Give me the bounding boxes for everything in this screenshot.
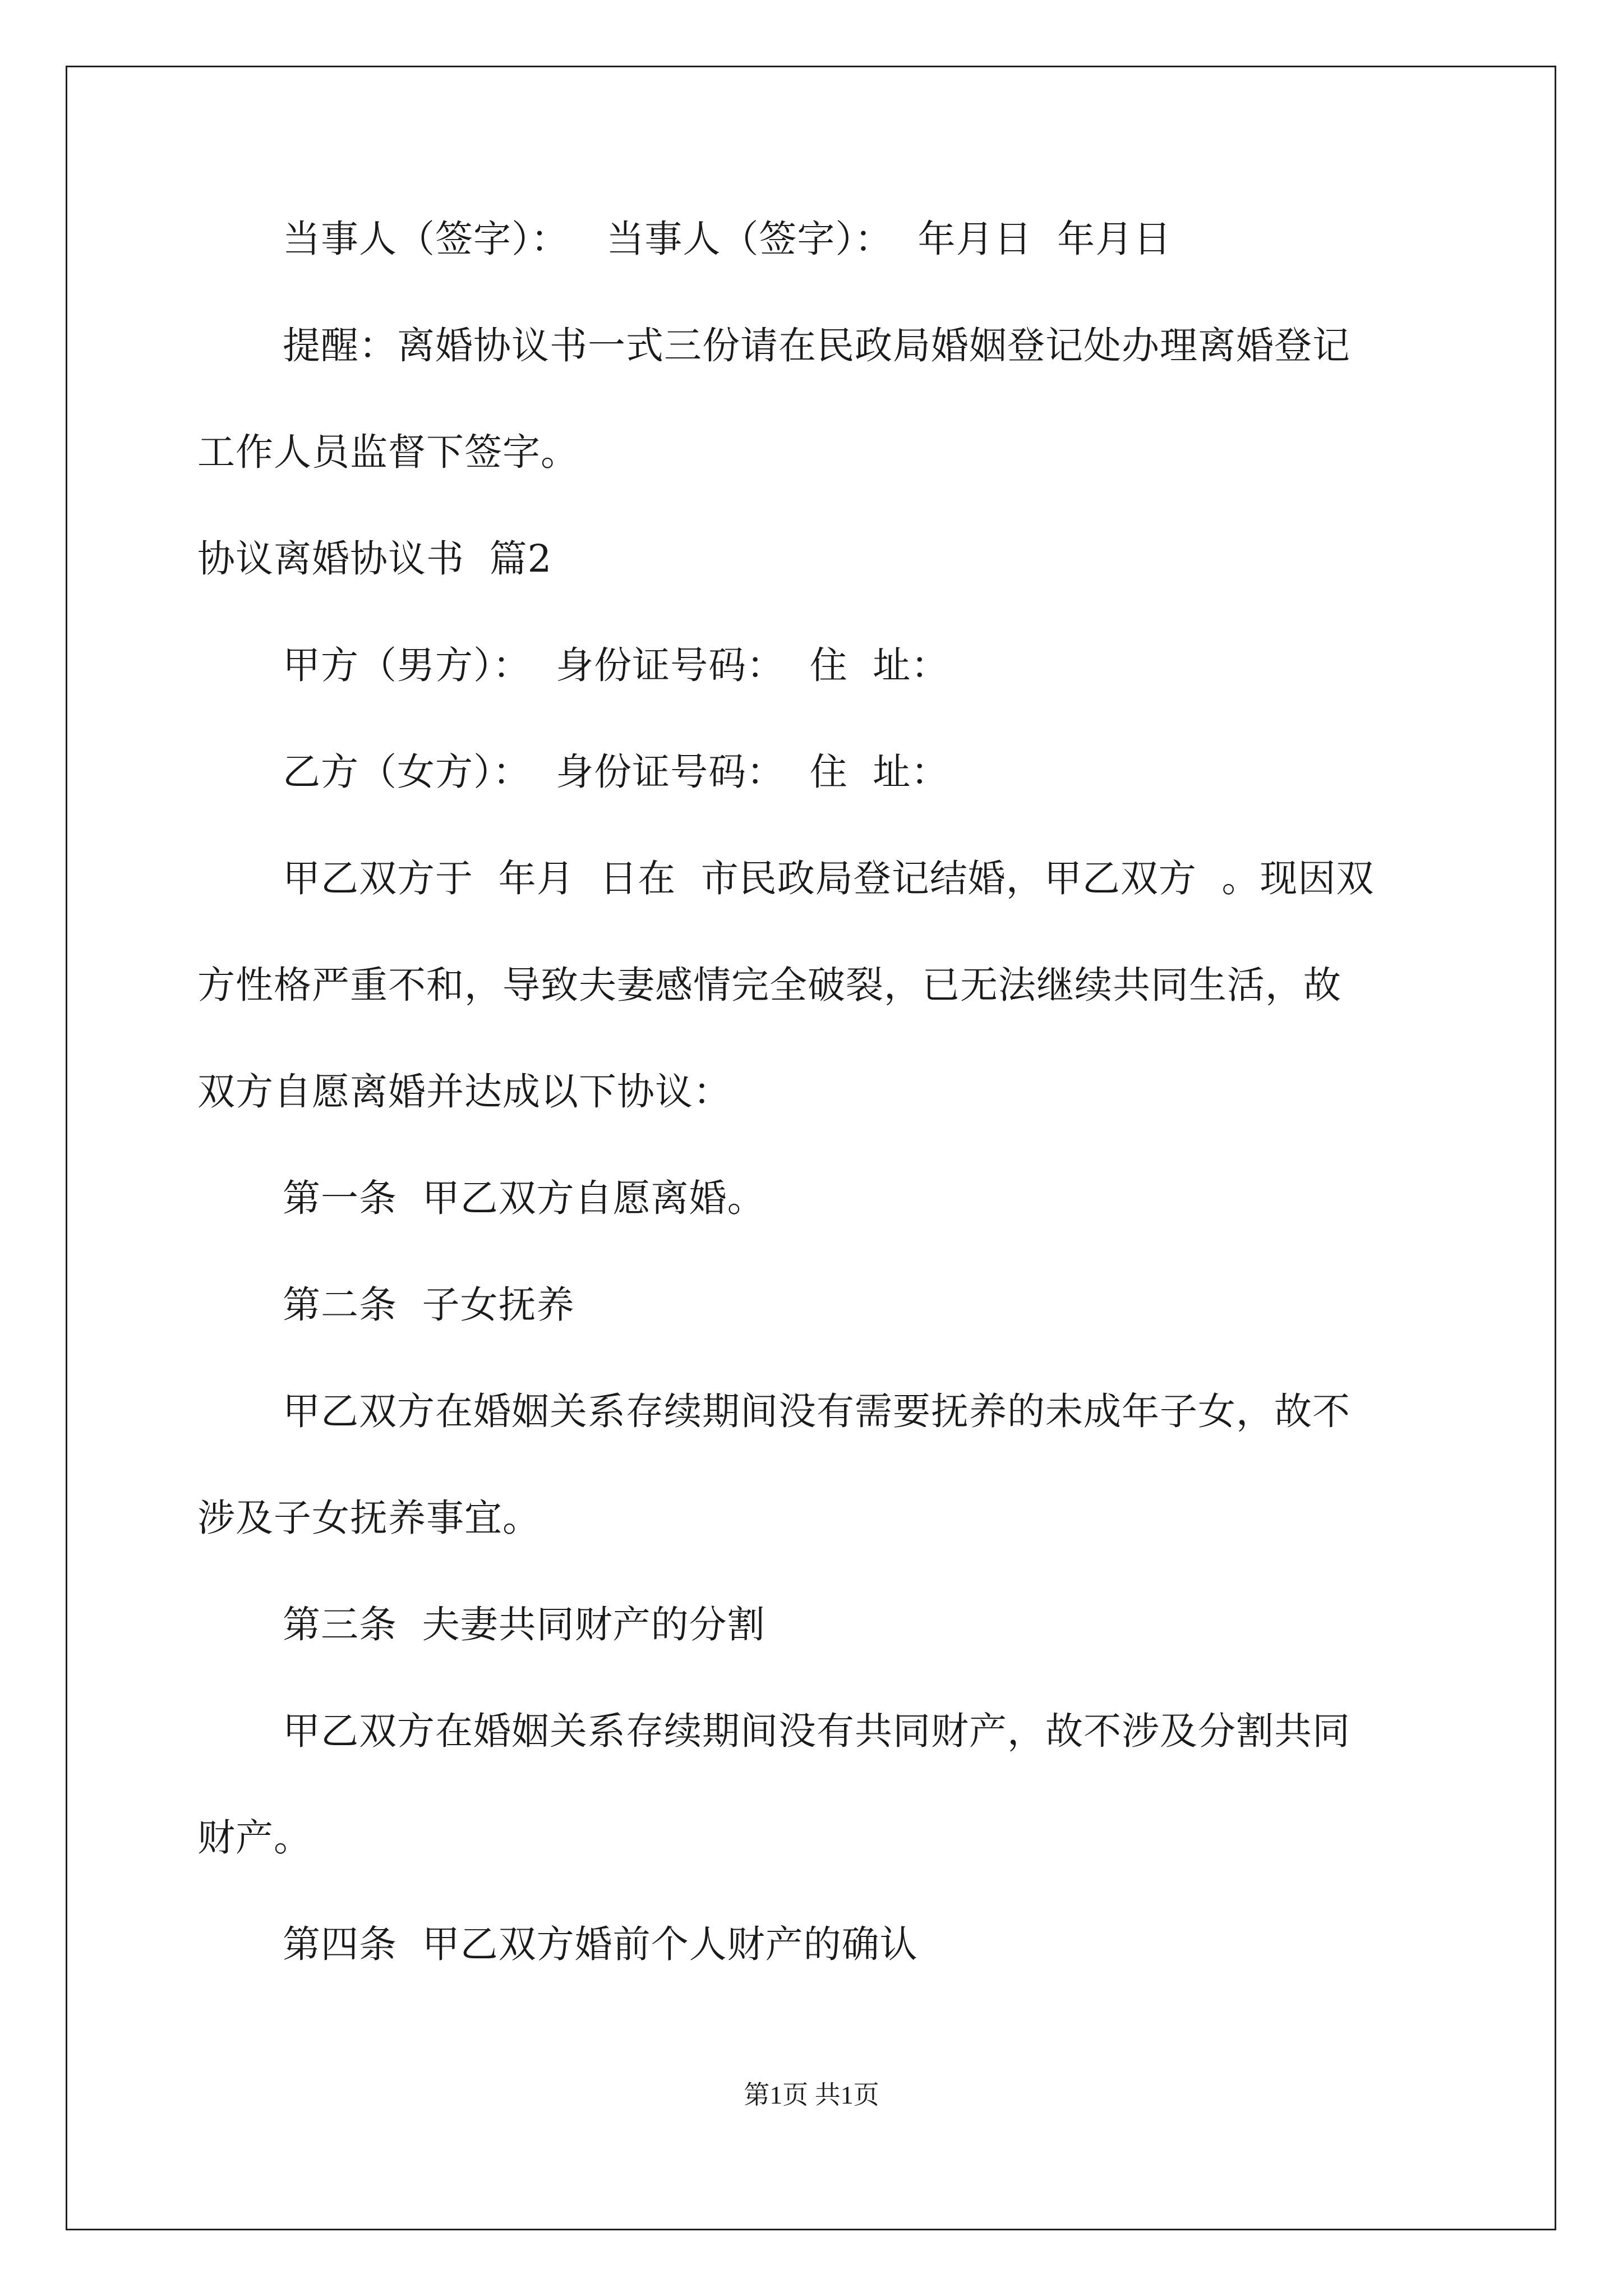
article-2-body-2: 涉及子女抚养事宜。 xyxy=(197,1496,541,1540)
article-2-body-1: 甲乙双方在婚姻关系存续期间没有需要抚养的未成年子女，故不 xyxy=(283,1389,1350,1433)
section-heading: 协议离婚协议书 篇2 xyxy=(197,537,552,581)
preamble-line-1: 甲乙双方于 年月 日在 市民政局登记结婚，甲乙双方 。现因双 xyxy=(283,857,1375,900)
reminder-line-2: 工作人员监督下签字。 xyxy=(197,430,579,474)
reminder-line-1: 提醒：离婚协议书一式三份请在民政局婚姻登记处办理离婚登记 xyxy=(283,324,1350,367)
article-2-heading: 第二条 子女抚养 xyxy=(283,1283,575,1327)
article-3-heading: 第三条 夫妻共同财产的分割 xyxy=(283,1603,766,1646)
article-3-body-2: 财产。 xyxy=(197,1816,312,1860)
article-1: 第一条 甲乙双方自愿离婚。 xyxy=(283,1176,766,1220)
preamble-line-3: 双方自愿离婚并达成以下协议： xyxy=(197,1070,731,1114)
article-4-heading: 第四条 甲乙双方婚前个人财产的确认 xyxy=(283,1922,918,1966)
signature-line: 当事人（签字）： 当事人（签字）： 年月日 年月日 xyxy=(283,217,1172,261)
page-footer: 第1页 共1页 xyxy=(744,2081,879,2109)
preamble-line-2: 方性格严重不和，导致夫妻感情完全破裂，已无法继续共同生活，故 xyxy=(197,963,1341,1007)
party-a-line: 甲方（男方）： 身份证号码： 住 址： xyxy=(283,643,949,687)
party-b-line: 乙方（女方）： 身份证号码： 住 址： xyxy=(283,750,949,794)
article-3-body-1: 甲乙双方在婚姻关系存续期间没有共同财产，故不涉及分割共同 xyxy=(283,1709,1350,1753)
page-border xyxy=(66,66,1556,2230)
